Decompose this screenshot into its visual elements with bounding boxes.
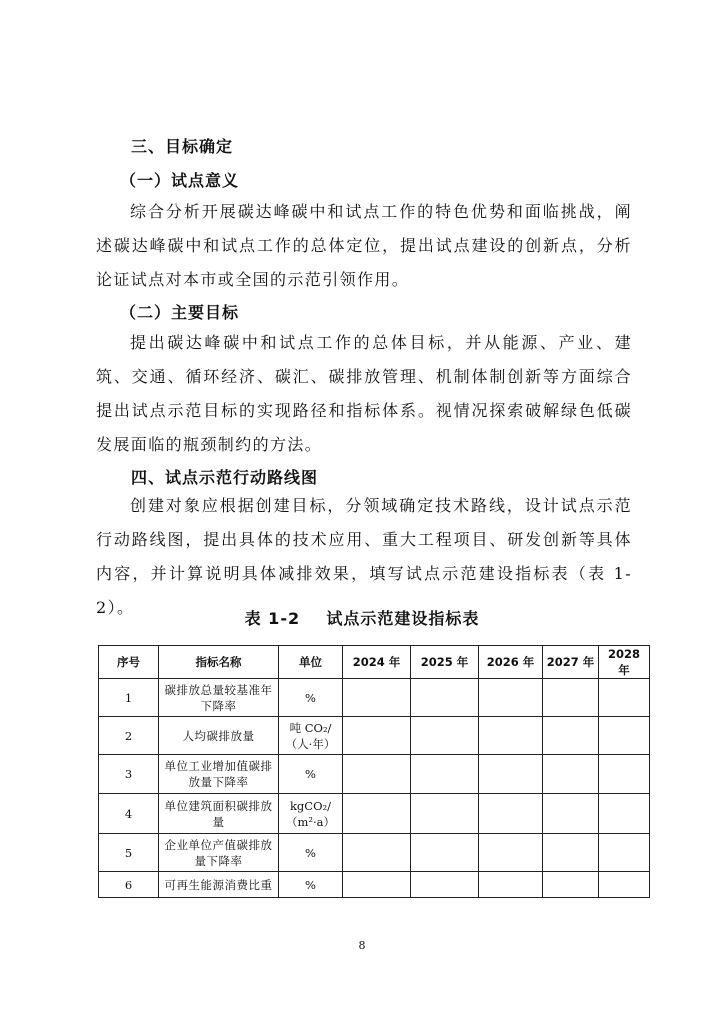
cell-2026[interactable] [479, 834, 543, 872]
unit-line: kgCO₂/ [289, 798, 332, 813]
row-no: 3 [99, 755, 159, 794]
header-2026: 2026 年 [479, 646, 543, 679]
paragraph-roadmap: 创建对象应根据创建目标，分领域确定技术路线，设计试点示范行动路线图，提出具体的技术应用、重大工程项目、研发创新等具体内容，并计算说明具体减排效果，填写试点示范建设指标表（表 1-2）。 [96, 496, 632, 617]
unit-line: % [305, 877, 316, 892]
cell-2027[interactable] [543, 794, 599, 834]
row-no: 1 [99, 679, 159, 717]
cell-2028[interactable] [599, 679, 650, 717]
row-indicator-name: 人均碳排放量 [159, 717, 279, 755]
row-unit [279, 794, 343, 834]
row-indicator-name: 单位建筑面积碳排放量 [159, 794, 279, 834]
row-no: 2 [99, 717, 159, 755]
cell-2028[interactable] [599, 834, 650, 872]
cell-2027[interactable] [543, 717, 599, 755]
table-row [99, 679, 650, 717]
unit-line: % [305, 767, 316, 781]
cell-2026[interactable] [479, 755, 543, 794]
table-title: 表 1-2 试点示范建设指标表 [244, 609, 480, 628]
unit-line: % [305, 690, 316, 705]
header-2028: 2028 年 [599, 646, 650, 679]
cell-2024[interactable] [343, 834, 411, 872]
cell-2024[interactable] [343, 794, 411, 834]
cell-2028[interactable] [599, 794, 650, 834]
row-indicator-name: 可再生能源消费比重 [159, 872, 279, 898]
cell-2028[interactable] [599, 872, 650, 898]
section-heading-3: 三、目标确定 [131, 137, 234, 156]
cell-2026[interactable] [479, 872, 543, 898]
page-number: 8 [358, 939, 366, 952]
unit-line: （m²·a） [285, 814, 336, 829]
cell-2026[interactable] [479, 717, 543, 755]
header-no: 序号 [99, 646, 159, 679]
cell-2027[interactable] [543, 872, 599, 898]
subsection-heading-2: （二）主要目标 [120, 303, 240, 322]
cell-2027[interactable] [543, 755, 599, 794]
row-unit [279, 834, 343, 872]
row-no: 4 [99, 794, 159, 834]
table-row [99, 755, 650, 794]
cell-2024[interactable] [343, 679, 411, 717]
table-row [99, 872, 650, 898]
table-header-row [99, 646, 650, 679]
table-row [99, 834, 650, 872]
unit-line: 吨 CO₂/ [289, 720, 332, 735]
row-indicator-name: 企业单位产值碳排放量下降率 [159, 834, 279, 872]
row-indicator-name: 碳排放总量较基准年下降率 [159, 679, 279, 717]
header-2024: 2024 年 [343, 646, 411, 679]
cell-2026[interactable] [479, 794, 543, 834]
unit-line: （人·年） [285, 736, 336, 751]
row-no: 6 [99, 872, 159, 898]
cell-2025[interactable] [411, 872, 479, 898]
cell-2027[interactable] [543, 679, 599, 717]
row-unit [279, 679, 343, 717]
cell-2025[interactable] [411, 679, 479, 717]
cell-2026[interactable] [479, 679, 543, 717]
subsection-heading-1: （一）试点意义 [120, 171, 240, 190]
paragraph-significance: 综合分析开展碳达峰碳中和试点工作的特色优势和面临挑战，阐述碳达峰碳中和试点工作的总体定位，提出试点建设的创新点，分析论证试点对本市或全国的示范引领作用。 [96, 202, 632, 289]
row-unit [279, 755, 343, 794]
cell-2027[interactable] [543, 834, 599, 872]
header-unit: 单位 [279, 646, 343, 679]
cell-2024[interactable] [343, 717, 411, 755]
row-unit [279, 717, 343, 755]
header-2025: 2025 年 [411, 646, 479, 679]
row-no: 5 [99, 834, 159, 872]
cell-2024[interactable] [343, 872, 411, 898]
cell-2028[interactable] [599, 717, 650, 755]
cell-2024[interactable] [343, 755, 411, 794]
section-heading-4: 四、试点示范行动路线图 [131, 468, 319, 487]
row-unit [279, 872, 343, 898]
row-indicator-name: 单位工业增加值碳排放量下降率 [159, 755, 279, 794]
cell-2025[interactable] [411, 717, 479, 755]
table-row [99, 794, 650, 834]
table-row [99, 717, 650, 755]
paragraph-main-goals: 提出碳达峰碳中和试点工作的总体目标，并从能源、产业、建筑、交通、循环经济、碳汇、碳排放管理、机制体制创新等方面综合提出试点示范目标的实现路径和指标体系。视情况探索破解绿色低碳发展面临的瓶颈制约的方法。 [96, 333, 632, 454]
header-indicator: 指标名称 [159, 646, 279, 679]
cell-2025[interactable] [411, 794, 479, 834]
cell-2028[interactable] [599, 755, 650, 794]
cell-2025[interactable] [411, 834, 479, 872]
cell-2025[interactable] [411, 755, 479, 794]
header-2027: 2027 年 [543, 646, 599, 679]
indicator-table [98, 645, 650, 898]
unit-line: % [305, 845, 316, 860]
